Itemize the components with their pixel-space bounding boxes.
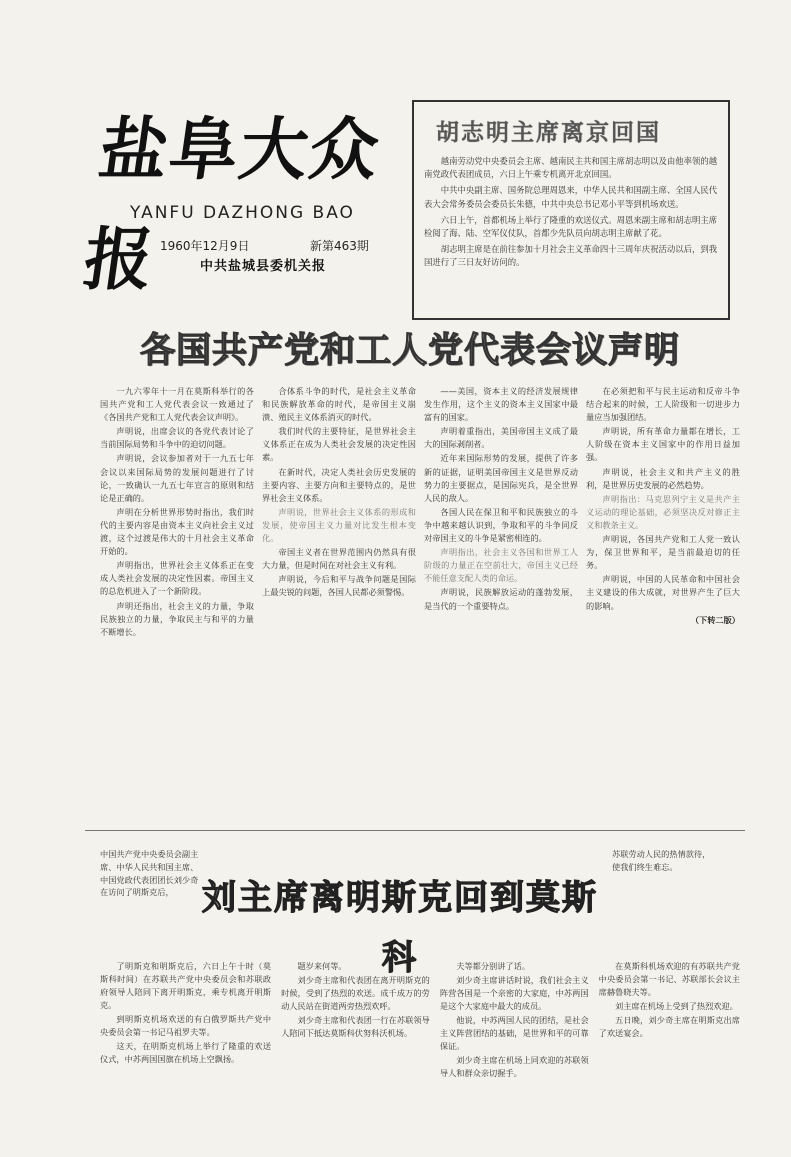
main-article-body bbox=[100, 385, 740, 825]
article-paragraph: 刘少奇主席和代表团在离开明斯克的时候，受到了热烈的欢送。成千成万的劳动人民站在街道两旁热烈欢呼。 bbox=[281, 975, 430, 1011]
article-paragraph: 刘少奇主席在机场上同欢迎的苏联领导人和群众亲切握手。 bbox=[439, 1055, 589, 1078]
continue-note: （下转二版） bbox=[690, 614, 740, 625]
article-paragraph: 夫等都分别讲了话。 bbox=[456, 961, 530, 971]
article-column bbox=[281, 960, 430, 1145]
article-paragraph: 声明说，出席会议的各党代表讨论了当前国际局势和斗争中的迫切问题。 bbox=[100, 426, 254, 450]
second-article-body bbox=[100, 960, 740, 1145]
article-paragraph: 了明斯克和明斯克后，六日上午十时（莫斯科时间）在苏联共产党中央委员会和苏联政府领导人陪同下离开明斯克，乘专机离开明斯克。 bbox=[100, 961, 272, 1010]
article-paragraph: 声明说，会议参加者对于一九五七年会议以来国际局势的发展问题进行了讨论，一致确认一九五七年宣言的原则和结论是正确的。 bbox=[100, 453, 254, 503]
article-paragraph: 到明斯克机场欢送的有白俄罗斯共产党中央委员会第一书记马祖罗夫等。 bbox=[100, 1014, 272, 1037]
article-column bbox=[599, 960, 740, 1145]
newspaper-title: 盐阜大众报 bbox=[78, 110, 386, 300]
top-news-headline: 胡志明主席离京回国 bbox=[436, 119, 661, 146]
article-paragraph: 在莫斯科机场欢迎的有苏联共产党中央委员会第一书记、苏联部长会议主席赫鲁晓夫等。 bbox=[598, 961, 740, 997]
article-paragraph: 帝国主义者在世界范围内仍然具有很大力量，但是时间在对社会主义有利。 bbox=[262, 547, 416, 571]
article-paragraph: 声明在分析世界形势时指出，我们时代的主要内容是由资本主义向社会主义过渡，这个过渡是伟大的十月社会主义革命开始的。 bbox=[100, 506, 254, 557]
article-paragraph: 声明指出：马克思列宁主义是共产主义运动的理论基础，必须坚决反对修正主义和教条主义。 bbox=[586, 493, 740, 530]
article-paragraph: 声明指出，世界社会主义体系正在变成人类社会发展的决定性因素。帝国主义的总危机进入了一个新阶段。 bbox=[100, 560, 254, 597]
masthead bbox=[78, 95, 400, 300]
second-story-lead bbox=[100, 848, 200, 963]
article-column bbox=[262, 385, 416, 825]
article-column bbox=[100, 385, 254, 825]
main-headline: 各国共产党和工人党代表会议声明 bbox=[139, 330, 680, 371]
issue-number: 新第463期 bbox=[310, 239, 369, 253]
article-paragraph: 刘少奇主席讲话时说，我们社会主义阵营各国是一个亲密的大家庭，中苏两国是这个大家庭中最大的成员。 bbox=[439, 975, 589, 1011]
lead-paragraph: 苏联劳动人民的热情款待，使我们终生难忘。 bbox=[612, 849, 711, 872]
top-news-paragraph: 胡志明主席是在前往参加十月社会主义革命四十三周年庆祝活动以后，到我国进行了三日友好访问的。 bbox=[424, 244, 718, 268]
section-divider bbox=[85, 830, 745, 831]
article-paragraph: 在必须把和平与民主运动和反帝斗争结合起来的时候，工人阶级和一切进步力量应当加强团结。 bbox=[586, 386, 740, 423]
issue-date: 1960年12月9日 bbox=[160, 239, 250, 253]
article-paragraph: 这天，在明斯克机场上举行了隆重的欢送仪式，中苏两国国旗在机场上空飘扬。 bbox=[100, 1041, 272, 1064]
article-paragraph: 一九六零年十一月在莫斯科举行的各国共产党和工人党代表会议一致通过了《各国共产党和工人党代表会议声明》。 bbox=[100, 386, 254, 423]
continue-note-line bbox=[586, 614, 740, 627]
publisher: 中共盐城县委机关报 bbox=[200, 259, 327, 274]
article-paragraph: 他说，中苏两国人民的团结，是社会主义阵营团结的基础，是世界和平的可靠保证。 bbox=[439, 1015, 589, 1051]
article-paragraph: 声明说，民族解放运动的蓬勃发展，是当代的一个重要特点。 bbox=[424, 587, 578, 611]
second-story-right-lead bbox=[612, 848, 712, 963]
article-paragraph: 声明指出，社会主义各国和世界工人阶级的力量正在空前壮大，帝国主义已经不能任意支配人类的命运。 bbox=[424, 547, 578, 584]
article-column bbox=[424, 385, 578, 825]
article-paragraph: 声明说，中国的人民革命和中国社会主义建设的伟大成就，对世界产生了巨大的影响。 bbox=[586, 574, 740, 611]
article-paragraph: 五日晚，刘少奇主席在明斯克出席了欢送宴会。 bbox=[598, 1015, 740, 1038]
top-news-paragraph: 越南劳动党中央委员会主席、越南民主共和国主席胡志明以及由他率领的越南党政代表团成员，六日上午乘专机离开北京回国。 bbox=[424, 156, 718, 180]
article-paragraph: 声明还指出，社会主义的力量，争取民族独立的力量，争取民主与和平的力量不断增长。 bbox=[100, 600, 254, 637]
article-paragraph: 声明着重指出，美国帝国主义成了最大的国际剥削者。 bbox=[424, 426, 578, 450]
top-news-box bbox=[412, 100, 730, 320]
article-paragraph: 近年来国际形势的发展，提供了许多新的证据，证明美国帝国主义是世界反动势力的主要据点，是国际宪兵，是全世界人民的敌人。 bbox=[424, 453, 578, 503]
article-paragraph: 各国人民在保卫和平和民族独立的斗争中越来越认识到，争取和平的斗争同反对帝国主义的斗争是紧密相连的。 bbox=[424, 506, 578, 544]
newspaper-pinyin: YANFU DAZHONG BAO bbox=[130, 203, 355, 223]
article-paragraph: 题岁来何等。 bbox=[297, 961, 347, 971]
article-paragraph: 合体系斗争的时代，是社会主义革命和民族解放革命的时代，是帝国主义崩溃、殖民主义体系消灭的时代。 bbox=[262, 386, 416, 423]
article-paragraph: 声明说，世界社会主义体系的形成和发展，使帝国主义力量对比发生根本变化。 bbox=[262, 506, 416, 544]
article-paragraph: 声明说，各国共产党和工人党一致认为，保卫世界和平，是当前最迫切的任务。 bbox=[586, 534, 740, 571]
article-paragraph: 声明说，今后和平与战争问题是国际上最尖锐的问题，各国人民都必须警惕。 bbox=[262, 574, 416, 598]
article-column bbox=[440, 960, 589, 1145]
article-column bbox=[586, 385, 740, 825]
lead-paragraph: 中国共产党中央委员会副主席、中华人民共和国主席、中国党政代表团团长刘少奇在访问了明斯克后， bbox=[100, 849, 199, 898]
second-headline: 刘主席离明斯克回到莫斯科 bbox=[202, 878, 598, 978]
article-paragraph: 刘少奇主席和代表团一行在苏联领导人陪同下抵达莫斯科伏努科沃机场。 bbox=[281, 1015, 430, 1038]
article-paragraph: 声明说，社会主义和共产主义的胜利，是世界历史发展的必然趋势。 bbox=[586, 466, 740, 490]
article-column bbox=[100, 960, 271, 1145]
article-paragraph: 在新时代，决定人类社会历史发展的主要内容、主要方向和主要特点的，是世界社会主义体系。 bbox=[262, 466, 416, 503]
article-paragraph: 声明说，所有革命力量都在增长，工人阶级在资本主义国家中的作用日益加强。 bbox=[586, 426, 740, 463]
article-paragraph: 我们时代的主要特征，是世界社会主义体系正在成为人类社会发展的决定性因素。 bbox=[262, 426, 416, 463]
top-news-paragraph: 六日上午，首都机场上举行了隆重的欢送仪式。周恩来副主席和胡志明主席检阅了海、陆、空军仪仗队，首都少先队员向胡志明主席献了花。 bbox=[424, 214, 718, 239]
top-news-paragraph: 中共中央副主席、国务院总理周恩来，中华人民共和国副主席、全国人民代表大会常务委员会委员长朱德，中共中央总书记邓小平等到机场欢送。 bbox=[424, 185, 718, 209]
article-paragraph: 刘主席在机场上受到了热烈欢迎。 bbox=[615, 1001, 738, 1011]
article-paragraph: ——美国，资本主义的经济发展规律发生作用，这个主义的资本主义国家中最富有的国家。 bbox=[424, 386, 578, 423]
